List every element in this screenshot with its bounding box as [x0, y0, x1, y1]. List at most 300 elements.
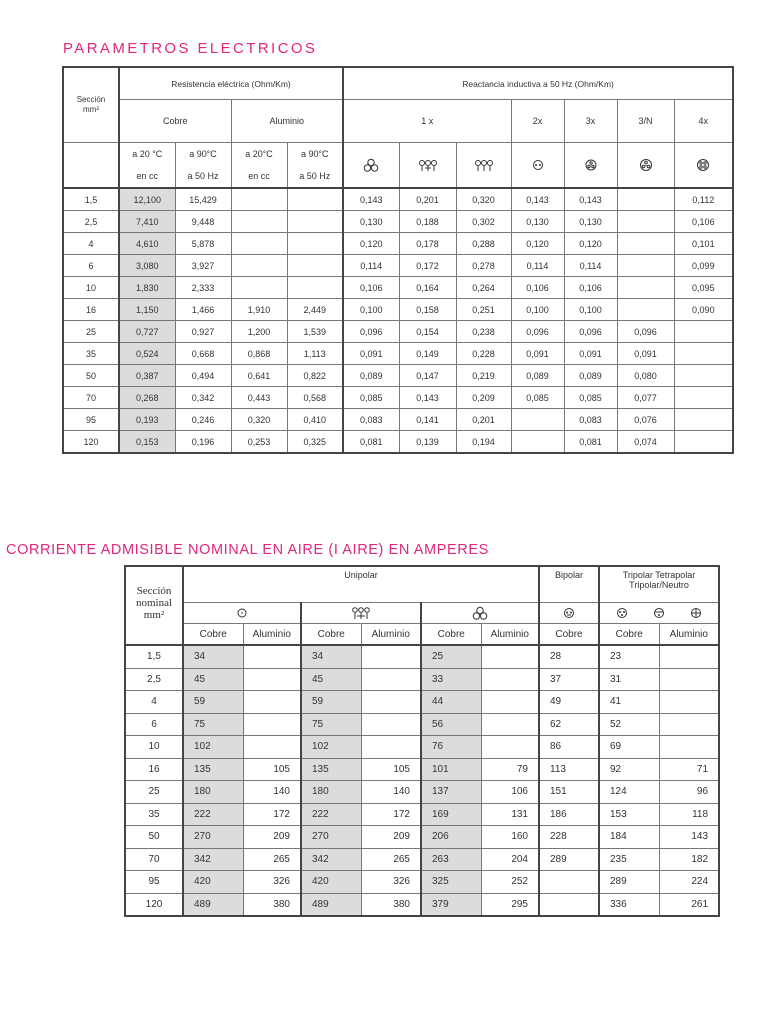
- value-cell: [243, 691, 301, 714]
- value-cell: 0,089: [564, 365, 617, 387]
- value-cell: 0,410: [287, 409, 343, 431]
- value-cell: [659, 736, 719, 759]
- value-cell: 0,278: [456, 255, 511, 277]
- uni1-cobre-header: Cobre: [183, 624, 243, 646]
- value-cell: 0,927: [175, 321, 231, 343]
- value-cell: 235: [599, 848, 659, 871]
- value-cell: 180: [183, 781, 243, 804]
- tripolar-label: Tripolar Tetrapolar: [622, 570, 696, 580]
- value-cell: 420: [301, 871, 361, 894]
- value-cell: 0,112: [674, 188, 733, 211]
- value-cell: 265: [243, 848, 301, 871]
- seccion-cell: 70: [63, 387, 119, 409]
- value-cell: 204: [481, 848, 539, 871]
- value-cell: 0,100: [343, 299, 399, 321]
- seccion-cell: 1,5: [63, 188, 119, 211]
- value-cell: 0,822: [287, 365, 343, 387]
- table-row: [63, 277, 733, 299]
- table-row: [63, 188, 733, 211]
- value-cell: 0,246: [175, 409, 231, 431]
- value-cell: [243, 736, 301, 759]
- value-cell: 160: [481, 826, 539, 849]
- value-cell: [511, 409, 564, 431]
- value-cell: [539, 893, 599, 916]
- table-row: [63, 365, 733, 387]
- value-cell: 75: [301, 713, 361, 736]
- value-cell: 0,139: [399, 431, 456, 454]
- table-row: [125, 713, 719, 736]
- table-row: [125, 826, 719, 849]
- value-cell: 9,448: [175, 211, 231, 233]
- value-cell: 0,302: [456, 211, 511, 233]
- value-cell: 0,130: [511, 211, 564, 233]
- value-cell: 0,320: [456, 188, 511, 211]
- value-cell: 0,095: [674, 277, 733, 299]
- value-cell: 1,200: [231, 321, 287, 343]
- table-row: [63, 387, 733, 409]
- seccion-cell: 2,5: [125, 668, 183, 691]
- value-cell: 342: [301, 848, 361, 871]
- corriente-admisible-table: [124, 565, 720, 917]
- value-cell: [659, 668, 719, 691]
- value-cell: 105: [243, 758, 301, 781]
- value-cell: 0,114: [343, 255, 399, 277]
- value-cell: 222: [183, 803, 243, 826]
- value-cell: [243, 713, 301, 736]
- value-cell: 0,096: [617, 321, 674, 343]
- value-cell: 0,568: [287, 387, 343, 409]
- value-cell: [287, 233, 343, 255]
- trefoil-icon: [421, 603, 539, 624]
- flat-three-icon: [399, 143, 456, 189]
- value-cell: 0,106: [564, 277, 617, 299]
- value-cell: 2,333: [175, 277, 231, 299]
- value-cell: 0,727: [119, 321, 175, 343]
- seccion-cell: 6: [63, 255, 119, 277]
- value-cell: 263: [421, 848, 481, 871]
- value-cell: 289: [539, 848, 599, 871]
- value-cell: [361, 668, 421, 691]
- value-cell: 0,100: [564, 299, 617, 321]
- seccion-cell: 6: [125, 713, 183, 736]
- value-cell: 0,081: [343, 431, 399, 454]
- value-cell: 12,100: [119, 188, 175, 211]
- value-cell: 75: [183, 713, 243, 736]
- value-cell: 101: [421, 758, 481, 781]
- value-cell: [287, 277, 343, 299]
- value-cell: [481, 736, 539, 759]
- seccion-unit: mm²: [83, 105, 99, 114]
- value-cell: [361, 645, 421, 668]
- four-core-icon: [674, 143, 733, 189]
- value-cell: 0,085: [511, 387, 564, 409]
- sub-a90-alu-1: a 90°C: [287, 143, 343, 166]
- value-cell: 252: [481, 871, 539, 894]
- table-row: [63, 431, 733, 454]
- seccion-cell: 95: [63, 409, 119, 431]
- seccion-label: Sección: [76, 95, 106, 104]
- table-row: [125, 848, 719, 871]
- seccion-header: [63, 67, 119, 143]
- value-cell: 52: [599, 713, 659, 736]
- value-cell: 0,120: [343, 233, 399, 255]
- value-cell: 0,096: [343, 321, 399, 343]
- bip-cobre-header: Cobre: [539, 624, 599, 646]
- value-cell: [617, 255, 674, 277]
- value-cell: 0,100: [511, 299, 564, 321]
- value-cell: 0,325: [287, 431, 343, 454]
- value-cell: 326: [361, 871, 421, 894]
- value-cell: 0,143: [564, 188, 617, 211]
- value-cell: 0,091: [564, 343, 617, 365]
- value-cell: 0,143: [399, 387, 456, 409]
- value-cell: 0,106: [511, 277, 564, 299]
- value-cell: 380: [361, 893, 421, 916]
- page-title-parametros: PARAMETROS ELECTRICOS: [63, 40, 318, 57]
- value-cell: 261: [659, 893, 719, 916]
- value-cell: 0,096: [511, 321, 564, 343]
- value-cell: 172: [243, 803, 301, 826]
- 2x-header: 2x: [511, 100, 564, 143]
- value-cell: 62: [539, 713, 599, 736]
- value-cell: 379: [421, 893, 481, 916]
- sub-a90-cobre-1: a 90°C: [175, 143, 231, 166]
- value-cell: 86: [539, 736, 599, 759]
- value-cell: 0,524: [119, 343, 175, 365]
- value-cell: 325: [421, 871, 481, 894]
- value-cell: [617, 211, 674, 233]
- table-row: [125, 691, 719, 714]
- value-cell: 25: [421, 645, 481, 668]
- table-row: [125, 736, 719, 759]
- uni3-cobre-header: Cobre: [421, 624, 481, 646]
- value-cell: 44: [421, 691, 481, 714]
- table-row: [63, 299, 733, 321]
- value-cell: 0,178: [399, 233, 456, 255]
- value-cell: 489: [301, 893, 361, 916]
- value-cell: [481, 713, 539, 736]
- value-cell: [231, 188, 287, 211]
- value-cell: [287, 255, 343, 277]
- value-cell: 135: [183, 758, 243, 781]
- value-cell: 0,201: [399, 188, 456, 211]
- unipolar-header: Unipolar: [183, 566, 539, 603]
- value-cell: [361, 736, 421, 759]
- value-cell: 0,153: [119, 431, 175, 454]
- value-cell: 41: [599, 691, 659, 714]
- sub-a90-alu-2: a 50 Hz: [287, 165, 343, 188]
- seccion-cell: 25: [125, 781, 183, 804]
- uni1-aluminio-header: Aluminio: [243, 624, 301, 646]
- value-cell: [231, 277, 287, 299]
- value-cell: 1,539: [287, 321, 343, 343]
- value-cell: 7,410: [119, 211, 175, 233]
- value-cell: [617, 299, 674, 321]
- value-cell: 0,668: [175, 343, 231, 365]
- table-row: [125, 893, 719, 916]
- value-cell: 143: [659, 826, 719, 849]
- seccion-cell: 50: [63, 365, 119, 387]
- value-cell: [511, 431, 564, 454]
- value-cell: [674, 321, 733, 343]
- value-cell: 0,443: [231, 387, 287, 409]
- value-cell: 206: [421, 826, 481, 849]
- 4x-header: 4x: [674, 100, 733, 143]
- value-cell: 180: [301, 781, 361, 804]
- value-cell: 34: [301, 645, 361, 668]
- value-cell: 0,081: [564, 431, 617, 454]
- single-core-icon: [183, 603, 301, 624]
- value-cell: 31: [599, 668, 659, 691]
- value-cell: [539, 871, 599, 894]
- 3x-header: 3x: [564, 100, 617, 143]
- value-cell: 270: [183, 826, 243, 849]
- value-cell: 0,342: [175, 387, 231, 409]
- cobre-header: Cobre: [119, 100, 231, 143]
- value-cell: 1,830: [119, 277, 175, 299]
- value-cell: [674, 431, 733, 454]
- value-cell: 140: [243, 781, 301, 804]
- value-cell: [659, 713, 719, 736]
- value-cell: 0,219: [456, 365, 511, 387]
- value-cell: [361, 691, 421, 714]
- value-cell: 113: [539, 758, 599, 781]
- sub-a20-alu-1: a 20°C: [231, 143, 287, 166]
- flat-three-spaced-icon: [456, 143, 511, 189]
- reactancia-header: Reactancia inductiva a 50 Hz (Ohm/Km): [343, 67, 733, 100]
- value-cell: 92: [599, 758, 659, 781]
- value-cell: 0,147: [399, 365, 456, 387]
- value-cell: 186: [539, 803, 599, 826]
- value-cell: 0,158: [399, 299, 456, 321]
- value-cell: 151: [539, 781, 599, 804]
- three-core-icon: [613, 606, 631, 620]
- seccion-cell: 1,5: [125, 645, 183, 668]
- value-cell: 79: [481, 758, 539, 781]
- value-cell: 0,264: [456, 277, 511, 299]
- value-cell: 182: [659, 848, 719, 871]
- seccion-nominal-label: nominal: [135, 597, 173, 609]
- value-cell: 0,228: [456, 343, 511, 365]
- value-cell: 23: [599, 645, 659, 668]
- seccion-cell: 10: [63, 277, 119, 299]
- value-cell: 0,494: [175, 365, 231, 387]
- seccion-cell: 35: [125, 803, 183, 826]
- seccion-cell: 35: [63, 343, 119, 365]
- value-cell: 118: [659, 803, 719, 826]
- value-cell: 0,089: [343, 365, 399, 387]
- value-cell: 0,083: [343, 409, 399, 431]
- value-cell: 153: [599, 803, 659, 826]
- value-cell: 265: [361, 848, 421, 871]
- table-row: [125, 758, 719, 781]
- value-cell: 184: [599, 826, 659, 849]
- value-cell: 0,130: [343, 211, 399, 233]
- value-cell: 342: [183, 848, 243, 871]
- value-cell: 28: [539, 645, 599, 668]
- parametros-electricos-table: [62, 66, 734, 454]
- tripolar-neutro-label: Tripolar/Neutro: [629, 580, 689, 590]
- value-cell: 0,251: [456, 299, 511, 321]
- seccion-cell: 4: [63, 233, 119, 255]
- value-cell: 69: [599, 736, 659, 759]
- tri-aluminio-header: Aluminio: [659, 624, 719, 646]
- value-cell: 102: [301, 736, 361, 759]
- value-cell: 0,106: [674, 211, 733, 233]
- value-cell: 0,288: [456, 233, 511, 255]
- value-cell: 0,114: [511, 255, 564, 277]
- value-cell: 270: [301, 826, 361, 849]
- uni3-aluminio-header: Aluminio: [481, 624, 539, 646]
- table-row: [63, 255, 733, 277]
- three-core-alt-icon: [650, 606, 668, 620]
- value-cell: 102: [183, 736, 243, 759]
- table-row: [125, 871, 719, 894]
- value-cell: 0,090: [674, 299, 733, 321]
- value-cell: 49: [539, 691, 599, 714]
- tripolar-header: [599, 566, 719, 603]
- table-row: [125, 781, 719, 804]
- 3n-header: 3/N: [617, 100, 674, 143]
- value-cell: 37: [539, 668, 599, 691]
- value-cell: 1,910: [231, 299, 287, 321]
- value-cell: 0,114: [564, 255, 617, 277]
- value-cell: 0,141: [399, 409, 456, 431]
- value-cell: [674, 387, 733, 409]
- value-cell: 0,120: [511, 233, 564, 255]
- value-cell: 0,130: [564, 211, 617, 233]
- value-cell: 228: [539, 826, 599, 849]
- value-cell: 0,143: [511, 188, 564, 211]
- value-cell: 0,149: [399, 343, 456, 365]
- value-cell: [243, 668, 301, 691]
- value-cell: 0,076: [617, 409, 674, 431]
- value-cell: 131: [481, 803, 539, 826]
- value-cell: [674, 365, 733, 387]
- value-cell: 0,091: [343, 343, 399, 365]
- uni2-aluminio-header: Aluminio: [361, 624, 421, 646]
- value-cell: 0,196: [175, 431, 231, 454]
- resistencia-header: Resistencia eléctrica (Ohm/Km): [119, 67, 343, 100]
- value-cell: 4,610: [119, 233, 175, 255]
- value-cell: 289: [599, 871, 659, 894]
- seccion-cell: 16: [125, 758, 183, 781]
- value-cell: 0,387: [119, 365, 175, 387]
- value-cell: 0,641: [231, 365, 287, 387]
- seccion-cell: 2,5: [63, 211, 119, 233]
- value-cell: 489: [183, 893, 243, 916]
- value-cell: [659, 645, 719, 668]
- value-cell: 336: [599, 893, 659, 916]
- value-cell: 0,099: [674, 255, 733, 277]
- tri-cobre-header: Cobre: [599, 624, 659, 646]
- value-cell: 326: [243, 871, 301, 894]
- seccion-cell: 50: [125, 826, 183, 849]
- sub-a20-cobre-1: a 20 °C: [119, 143, 175, 166]
- value-cell: 0,091: [617, 343, 674, 365]
- value-cell: 0,089: [511, 365, 564, 387]
- three-plus-neutral-icon: [617, 143, 674, 189]
- 1x-header: 1 x: [343, 100, 511, 143]
- three-four-core-icons: [599, 603, 719, 624]
- value-cell: [674, 343, 733, 365]
- value-cell: 33: [421, 668, 481, 691]
- value-cell: 0,101: [674, 233, 733, 255]
- table-row: [63, 343, 733, 365]
- table-row: [63, 233, 733, 255]
- sub-a20-cobre-2: en cc: [119, 165, 175, 188]
- value-cell: 209: [361, 826, 421, 849]
- value-cell: 106: [481, 781, 539, 804]
- value-cell: 0,164: [399, 277, 456, 299]
- seccion-cell: 120: [125, 893, 183, 916]
- value-cell: [617, 277, 674, 299]
- value-cell: 1,150: [119, 299, 175, 321]
- value-cell: 0,085: [564, 387, 617, 409]
- seccion-cell: 10: [125, 736, 183, 759]
- value-cell: 0,083: [564, 409, 617, 431]
- value-cell: [231, 255, 287, 277]
- seccion-cell: 120: [63, 431, 119, 454]
- value-cell: 45: [301, 668, 361, 691]
- value-cell: 76: [421, 736, 481, 759]
- value-cell: [481, 645, 539, 668]
- value-cell: 2,449: [287, 299, 343, 321]
- value-cell: 0,193: [119, 409, 175, 431]
- table-row: [125, 668, 719, 691]
- value-cell: 105: [361, 758, 421, 781]
- table-row: [125, 645, 719, 668]
- three-core-icon: [564, 143, 617, 189]
- value-cell: 0,074: [617, 431, 674, 454]
- value-cell: 0,194: [456, 431, 511, 454]
- value-cell: 0,268: [119, 387, 175, 409]
- value-cell: [674, 409, 733, 431]
- value-cell: 124: [599, 781, 659, 804]
- seccion-cell: 70: [125, 848, 183, 871]
- value-cell: 137: [421, 781, 481, 804]
- value-cell: 140: [361, 781, 421, 804]
- value-cell: [481, 668, 539, 691]
- page-title-corriente: CORRIENTE ADMISIBLE NOMINAL EN AIRE (I AIRE) EN AMPERES: [6, 542, 489, 558]
- value-cell: 0,154: [399, 321, 456, 343]
- four-core-icon: [687, 606, 705, 620]
- value-cell: [659, 691, 719, 714]
- seccion-unit: mm²: [143, 609, 165, 621]
- value-cell: 59: [301, 691, 361, 714]
- seccion-cell: 95: [125, 871, 183, 894]
- table-row: [125, 803, 719, 826]
- value-cell: 222: [301, 803, 361, 826]
- value-cell: 0,091: [511, 343, 564, 365]
- table-row: [63, 211, 733, 233]
- value-cell: [287, 188, 343, 211]
- value-cell: 0,209: [456, 387, 511, 409]
- seccion-cell: 4: [125, 691, 183, 714]
- value-cell: 0,106: [343, 277, 399, 299]
- aluminio-header: Aluminio: [231, 100, 343, 143]
- value-cell: 0,096: [564, 321, 617, 343]
- seccion-label: Sección: [136, 585, 172, 597]
- value-cell: 295: [481, 893, 539, 916]
- value-cell: 0,320: [231, 409, 287, 431]
- value-cell: 1,466: [175, 299, 231, 321]
- value-cell: [287, 211, 343, 233]
- seccion-cell: 16: [63, 299, 119, 321]
- table-row: [63, 321, 733, 343]
- seccion-cell: 25: [63, 321, 119, 343]
- value-cell: [231, 233, 287, 255]
